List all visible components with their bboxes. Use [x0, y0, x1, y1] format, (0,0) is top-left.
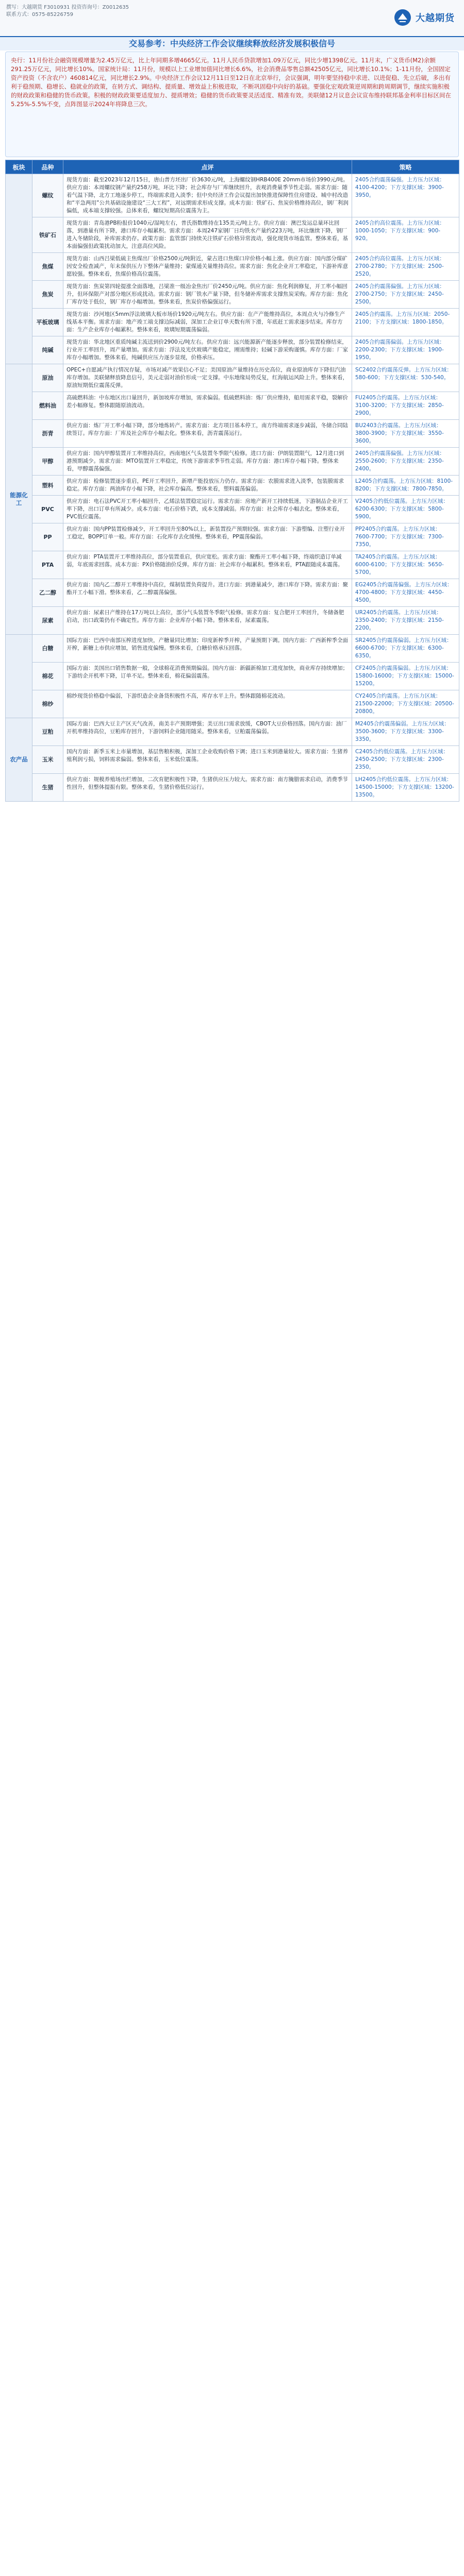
logo — [394, 7, 455, 28]
comment-cell: 供应方面：规模养殖场出栏增加，二次育肥积极性下降，生猪供应压力较大。需求方面：南方腌腊需求启动，消费季节性回升，但整体提振有限。整体来看，生猪价格低位运行。 — [63, 774, 352, 802]
table-row — [6, 690, 459, 718]
product-cell: 豆粕 — [32, 718, 63, 746]
table-body — [6, 174, 459, 802]
table-row — [6, 635, 459, 663]
product-cell: 原油 — [32, 364, 63, 392]
table-row — [6, 746, 459, 774]
comment-cell: 供应方面：PTA装置开工率维持高位，部分装置重启，供应宽松。需求方面：聚酯开工率小幅下降，终端织造订单减弱，年底需求回落。成本方面：PX价格随油价反弹。库存方面：社会库存小幅累积。整体来看，PTA跟随成本震荡。 — [63, 551, 352, 579]
comment-cell: 供应方面：尿素日产维持在17万吨以上高位，部分气头装置冬季限气检修。需求方面：复合肥开工率回升，冬储备肥启动，出口政策仍有不确定性。库存方面：企业库存小幅下降。整体来看，尿素震荡。 — [63, 607, 352, 635]
strategy-cell: FU2405合约震荡。上方压力区域：3100-3200；下方支撑区域：2850-2900。 — [352, 392, 459, 420]
strategy-cell: BU2403合约震荡。上方压力区域：3800-3900；下方支撑区域：3550-3600。 — [352, 420, 459, 448]
comment-cell: 现货方面：沙河地区5mm浮法玻璃大板市场价1920元/吨左右。供应方面：在产产能维持高位，本周点火与冷修生产线基本平衡。需求方面：地产竣工端支撑边际减弱，深加工企业订单天数有所下滑，年底赶工需求逐步结束。库存方面：生产企业库存小幅累积。整体来看，玻璃短期震荡偏弱。 — [63, 309, 352, 336]
table-header-row — [6, 160, 459, 174]
comment-cell: 现货方面：华北地区重质纯碱主流送到价2900元/吨左右。供应方面：远兴能源新产能逐步释放，部分装置检修结束，行业开工率回升，周产量增加。需求方面：浮法及光伏玻璃产能稳定，刚需维持；轻碱下游采购谨慎。库存方面：厂家库存小幅增加。整体来看，纯碱供应压力逐步显现，价格承压。 — [63, 336, 352, 364]
strategy-cell: M2405合约震荡偏弱。上方压力区域：3500-3600；下方支撑区域：3300-3350。 — [352, 718, 459, 746]
comment-cell: 高硫燃料油：中东地区出口量回升，新加坡库存增加，需求偏弱。低硫燃料油：炼厂供应维持，船用需求平稳，裂解价差小幅修复。整体跟随原油波动。 — [63, 392, 352, 420]
strategy-cell: 2405合约震荡偏强。上方压力区域：4100-4200；下方支撑区域：3900-3950。 — [352, 174, 459, 217]
top-bar — [0, 0, 464, 37]
table-row — [6, 336, 459, 364]
comment-cell: 现货方面：山西吕梁低硫主焦煤出厂价格2500元/吨附近，蒙古进口焦煤口岸价格小幅上涨。供应方面：国内部分煤矿因安全检查减产，年末保供压力下整体产量维持；蒙煤通关量维持高位。需求方面：焦化企业开工率稳定，下游补库意愿较强。整体来看，焦煤价格高位震荡。 — [63, 253, 352, 281]
comment-cell: 供应方面：国内PP装置检修减少，开工率回升至80%以上，新装置投产预期较强。需求方面：下游塑编、注塑行业开工稳定，BOPP订单一般。库存方面：石化库存去化缓慢。整体来看，PP震荡偏弱。 — [63, 523, 352, 551]
comment-cell: 国际方面：巴西大豆主产区天气改善，南美丰产预期增强；美豆出口需求放缓，CBOT大豆价格回落。国内方面：油厂开机率维持高位，豆粕库存回升，下游饲料企业随用随采。整体来看，豆粕震荡偏弱。 — [63, 718, 352, 746]
table-row — [6, 663, 459, 690]
table-row — [6, 496, 459, 523]
comment-cell: 国际方面：美国出口销售数据一般，全球棉花消费预期偏弱。国内方面：新疆新棉加工进度加快，商业库存持续增加；下游纺企开机率下降，订单不足。整体来看，棉花偏弱震荡。 — [63, 663, 352, 690]
strategy-cell: 2405合约高位震荡。上方压力区域：1000-1050；下方支撑区域：900-920。 — [352, 217, 459, 253]
product-cell: 平板玻璃 — [32, 309, 63, 336]
header-strategy: 策略 — [352, 160, 459, 174]
table-row — [6, 174, 459, 217]
comment-cell: 现货方面：截至2023年12月15日，唐山普方坯出厂价3630元/吨，上海螺纹钢HRB400E 20mm市场价3990元/吨。供应方面：本周螺纹钢产量约258万吨，环比下降；社会库存与厂库继续回升，表观消费量季节性走弱。需求方面：随着气温下降，北方工地逐步停工，终端需求进入淡季；但中央经济工作会议提出加快推进保障性住房建设、城中村改造和“平急两用”公共基础设施建设“三大工程”，对远期需求形成支撑。成本方面：铁矿石、焦炭价格维持高位，钢厂利润偏低，成本端支撑较强。总体来看，螺纹短期高位震荡为主。 — [63, 174, 352, 217]
strategy-cell: EG2405合约震荡偏强。上方压力区域：4700-4800；下方支撑区域：4450-4500。 — [352, 579, 459, 607]
reference-table — [5, 160, 459, 2576]
comment-cell: 棉纱现货价格稳中偏弱，下游织造企业备货积极性不高，库存水平上升。整体跟随棉花波动。 — [63, 690, 352, 718]
product-cell: 生猪 — [32, 774, 63, 802]
product-cell: PVC — [32, 496, 63, 523]
table-row — [6, 281, 459, 309]
comment-cell: 现货方面：焦炭第四轮提涨全面落地，吕梁准一级冶金焦出厂价2450元/吨。供应方面：焦化利润修复，开工率小幅回升，但环保限产对部分地区形成扰动。需求方面：钢厂铁水产量下降，但冬储补库需求支撑焦炭采购。库存方面：焦化厂库存处于低位，钢厂库存小幅增加。整体来看，焦炭价格偏强运行。 — [63, 281, 352, 309]
table-row — [6, 309, 459, 336]
title-area — [0, 37, 464, 50]
comment-cell: 国际方面：巴西中南部压榨进度加快，产糖量同比增加；印度新榨季开榨，产量预期下调。国内方面：广西新榨季全面开榨，新糖上市供应增加，销售进度偏慢。整体来看，白糖价格承压回落。 — [63, 635, 352, 663]
product-cell: 乙二醇 — [32, 579, 63, 607]
product-cell: 沥青 — [32, 420, 63, 448]
header-product: 品种 — [32, 160, 63, 174]
strategy-cell: TA2405合约震荡。上方压力区域：6000-6100；下方支撑区域：5650-5700。 — [352, 551, 459, 579]
product-cell: 燃料油 — [32, 392, 63, 420]
product-cell: 棉花 — [32, 663, 63, 690]
category-cell — [6, 635, 32, 718]
strategy-cell: 2405合约震荡偏弱。上方压力区域：2200-2300；下方支撑区域：1900-1950。 — [352, 336, 459, 364]
strategy-cell: PP2405合约震荡。上方压力区域：7600-7700；下方支撑区域：7300-7350。 — [352, 523, 459, 551]
strategy-cell: SC2402合约震荡反弹。上方压力区域：580-600；下方支撑区域：530-540。 — [352, 364, 459, 392]
comment-cell: 供应方面：电石法PVC开工率小幅回升，乙烯法装置稳定运行。需求方面：房地产新开工持续低迷，下游制品企业开工率下降，出口订单有所减少。成本方面：电石价格下跌，成本支撑减弱。库存方面：社会库存小幅去化。整体来看，PVC低位震荡。 — [63, 496, 352, 523]
product-cell: 焦炭 — [32, 281, 63, 309]
table-row — [6, 364, 459, 392]
report-meta — [6, 4, 129, 19]
product-cell: 焦煤 — [32, 253, 63, 281]
strategy-cell: SR2405合约震荡偏弱。上方压力区域：6600-6700；下方支撑区域：6300-6350。 — [352, 635, 459, 663]
meta-line-1: 撰写：大越期货 F3010931 投资咨询号：Z0012635 — [6, 5, 129, 10]
product-cell: 纯碱 — [32, 336, 63, 364]
table-row — [6, 718, 459, 746]
comment-cell: 供应方面：炼厂开工率小幅下降，部分地炼转产。需求方面：北方项目基本停工，南方终端需求逐步减弱，冬储合同陆续签订。库存方面：厂库及社会库存小幅去化。整体来看，沥青震荡运行。 — [63, 420, 352, 448]
comment-cell: 现货方面：青岛港PB粉报价1040元/湿吨左右，普氏指数维持在135美元/吨上方。供应方面：澳巴发运总量环比回落，到港量有所下降，港口库存小幅累积。需求方面：本周247家钢厂日均铁水产量约223万吨，环比继续下降，钢厂进入冬储阶段，补库需求仍存。政策方面：监管部门持续关注铁矿石价格异常波动，强化现货市场监管。整体来看，基本面偏强但政策扰动加大，注意高位风险。 — [63, 217, 352, 253]
category-cell: 能源化工 — [6, 364, 32, 635]
table-row — [6, 607, 459, 635]
table-row — [6, 551, 459, 579]
product-cell: 玉米 — [32, 746, 63, 774]
strategy-cell: 2405合约震荡偏强。上方压力区域：2550-2600；下方支撑区域：2350-2400。 — [352, 448, 459, 476]
comment-cell: 供应方面：国内乙二醇开工率维持中高位，煤制装置负荷提升。进口方面：到港量减少，港口库存下降。需求方面：聚酯开工小幅下滑。整体来看，乙二醇震荡偏强。 — [63, 579, 352, 607]
strategy-cell: UR2405合约震荡。上方压力区域：2350-2400；下方支撑区域：2150-2200。 — [352, 607, 459, 635]
product-cell: 白糖 — [32, 635, 63, 663]
table-row — [6, 448, 459, 476]
product-cell: 铁矿石 — [32, 217, 63, 253]
table-row — [6, 523, 459, 551]
strategy-cell: C2405合约低位震荡。上方压力区域：2450-2500；下方支撑区域：2300-2350。 — [352, 746, 459, 774]
logo-text: 大越期货 — [416, 13, 455, 24]
table-row — [6, 579, 459, 607]
strategy-cell: V2405合约低位震荡。上方压力区域：6200-6300；下方支撑区域：5800-5900。 — [352, 496, 459, 523]
strategy-cell: CY2405合约震荡。上方压力区域：21500-22000；下方支撑区域：20500-20800。 — [352, 690, 459, 718]
table-row — [6, 217, 459, 253]
product-cell: PP — [32, 523, 63, 551]
logo-icon — [394, 9, 411, 26]
table-row — [6, 253, 459, 281]
table-row — [6, 392, 459, 420]
comment-cell: 供应方面：检修装置逐步重启，PE开工率回升，新增产能投放压力仍存。需求方面：农膜需求进入淡季，包装膜需求稳定。库存方面：两油库存小幅下降，社会库存偏高。整体来看，塑料震荡偏弱。 — [63, 476, 352, 496]
category-cell: 农产品 — [6, 718, 32, 802]
intro-summary: 央行：11月份社会融资规模增量为2.45万亿元，比上年同期多增4665亿元。11月人民币贷款增加1.09万亿元，同比少增1398亿元。11月末，广义货币(M2)余额291.25万亿元，同比增长10%。国家统计局：11月份，规模以上工业增加值同比增长6.6%，社会消费品零售总额42505亿元，同比增长10.1%；1-11月份，全国固定资产投资（不含农户）460814亿元，同比增长2.9%。中央经济工作会议12月11日至12日在北京举行，会议强调，明年要坚持稳中求进、以进促稳、先立后破，多出有利于稳预期、稳增长、稳就业的政策，在转方式、调结构、提质量、增效益上积极进取，不断巩固稳中向好的基础。要强化宏观政策逆周期和跨周期调节，继续实施积极的财政政策和稳健的货币政策。积极的财政政策要适度加力、提质增效；稳健的货币政策要灵活适度、精准有效。美联储12月议息会议宣布维持联邦基金利率目标区间在5.25%-5.5%不变，点阵图显示2024年将降息三次。 — [5, 52, 459, 157]
product-cell: 螺纹 — [32, 174, 63, 217]
reference-table-grid — [5, 160, 459, 802]
table-row — [6, 420, 459, 448]
product-cell: 棉纱 — [32, 690, 63, 718]
product-cell: 甲醇 — [32, 448, 63, 476]
comment-cell: OPEC+自愿减产执行情况存疑，市场对减产效果信心不足；美国原油产量维持在历史高位，商业原油库存下降但汽油库存增加。美联储释放降息信号，美元走弱对油价形成一定支撑。中东地缘局势反复，红海航运风险上升。整体来看，原油短期低位震荡反弹。 — [63, 364, 352, 392]
strategy-cell: 2405合约震荡。上方压力区域：2050-2100；下方支撑区域：1800-1850。 — [352, 309, 459, 336]
comment-cell: 供应方面：国内甲醇装置开工率维持高位，西南地区气头装置冬季限气检修。进口方面：伊朗装置限气，12月进口到港预期减少。需求方面：MTO装置开工率稳定，传统下游需求季节性走弱。库存方面：港口库存小幅下降。整体来看，甲醇震荡偏强。 — [63, 448, 352, 476]
product-cell: PTA — [32, 551, 63, 579]
table-row — [6, 774, 459, 802]
product-cell: 尿素 — [32, 607, 63, 635]
strategy-cell: CF2405合约震荡偏弱。上方压力区域：15800-16000；下方支撑区域：15000-15200。 — [352, 663, 459, 690]
meta-line-2: 联系方式：0575-85226759 — [6, 12, 73, 18]
page-title: 交易参考：中央经济工作会议继续释放经济发展积极信号 — [128, 39, 335, 48]
strategy-cell: 2405合约高位震荡。上方压力区域：2700-2780；下方支撑区域：2500-2520。 — [352, 253, 459, 281]
product-cell: 塑料 — [32, 476, 63, 496]
comment-cell: 国内方面：新季玉米上市量增加，基层售粮积极，深加工企业收购价格下调；进口玉米到港量较大。需求方面：生猪养殖利润亏损，饲料需求偏弱。整体来看，玉米低位震荡。 — [63, 746, 352, 774]
category-cell — [6, 174, 32, 364]
table-row — [6, 476, 459, 496]
header-comment: 点评 — [63, 160, 352, 174]
strategy-cell: 2405合约震荡偏强。上方压力区域：2700-2750；下方支撑区域：2450-2500。 — [352, 281, 459, 309]
strategy-cell: L2405合约震荡。上方压力区域：8100-8200；下方支撑区域：7800-7850。 — [352, 476, 459, 496]
header-category: 板块 — [6, 160, 32, 174]
strategy-cell: LH2405合约低位震荡。上方压力区域：14500-15000；下方支撑区域：13200-13500。 — [352, 774, 459, 802]
